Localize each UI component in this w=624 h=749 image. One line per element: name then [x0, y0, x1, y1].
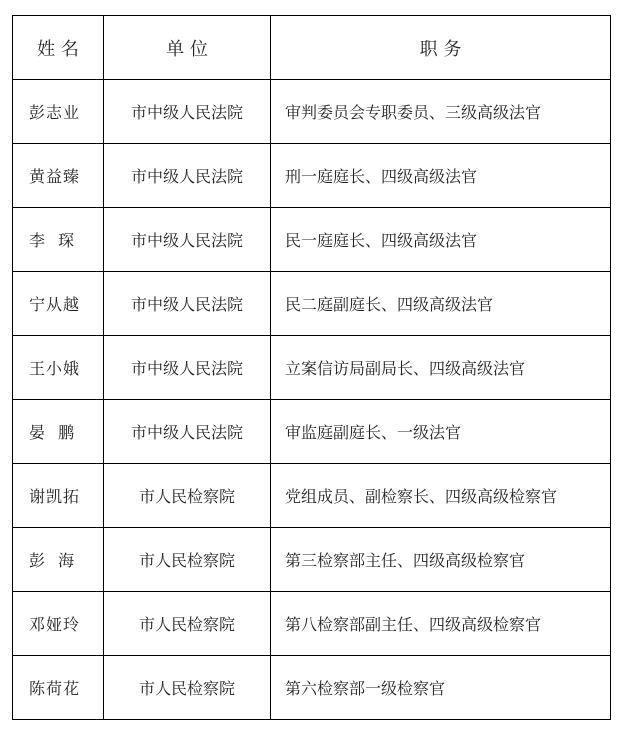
- table-row: [13, 592, 611, 656]
- cell-title: 第三检察部主任、四级高级检察官: [271, 528, 611, 592]
- cell-title: 刑一庭庭长、四级高级法官: [271, 144, 611, 208]
- table-row: [13, 464, 611, 528]
- cell-unit: 市人民检察院: [104, 528, 271, 592]
- cell-unit: 市中级人民法院: [104, 272, 271, 336]
- cell-unit: 市中级人民法院: [104, 336, 271, 400]
- cell-title: 审监庭副庭长、一级法官: [271, 400, 611, 464]
- personnel-table: [12, 15, 611, 720]
- cell-name: 谢凯拓: [13, 464, 104, 528]
- cell-unit: 市中级人民法院: [104, 208, 271, 272]
- cell-title: 民一庭庭长、四级高级法官: [271, 208, 611, 272]
- cell-title: 立案信访局副局长、四级高级法官: [271, 336, 611, 400]
- cell-title: 第六检察部一级检察官: [271, 656, 611, 720]
- header-title: 职 务: [271, 16, 611, 80]
- cell-name: 陈荷花: [13, 656, 104, 720]
- header-row: [13, 16, 611, 80]
- cell-name: 彭志业: [13, 80, 104, 144]
- cell-title: 第八检察部副主任、四级高级检察官: [271, 592, 611, 656]
- table-row: [13, 336, 611, 400]
- cell-unit: 市中级人民法院: [104, 80, 271, 144]
- header-name: 姓 名: [13, 16, 104, 80]
- cell-name: 邓娅玲: [13, 592, 104, 656]
- cell-title: 民二庭副庭长、四级高级法官: [271, 272, 611, 336]
- table-row: [13, 144, 611, 208]
- cell-name: 黄益臻: [13, 144, 104, 208]
- cell-unit: 市人民检察院: [104, 592, 271, 656]
- table-row: [13, 208, 611, 272]
- cell-title: 审判委员会专职委员、三级高级法官: [271, 80, 611, 144]
- table-row: [13, 400, 611, 464]
- cell-unit: 市人民检察院: [104, 464, 271, 528]
- cell-unit: 市人民检察院: [104, 656, 271, 720]
- table-row: [13, 272, 611, 336]
- cell-title: 党组成员、副检察长、四级高级检察官: [271, 464, 611, 528]
- cell-name: 彭 海: [13, 528, 104, 592]
- cell-unit: 市中级人民法院: [104, 400, 271, 464]
- cell-name: 晏 鹏: [13, 400, 104, 464]
- header-unit: 单 位: [104, 16, 271, 80]
- table-row: [13, 528, 611, 592]
- cell-unit: 市中级人民法院: [104, 144, 271, 208]
- table-row: [13, 656, 611, 720]
- cell-name: 李 琛: [13, 208, 104, 272]
- table-row: [13, 80, 611, 144]
- cell-name: 王小娥: [13, 336, 104, 400]
- cell-name: 宁从越: [13, 272, 104, 336]
